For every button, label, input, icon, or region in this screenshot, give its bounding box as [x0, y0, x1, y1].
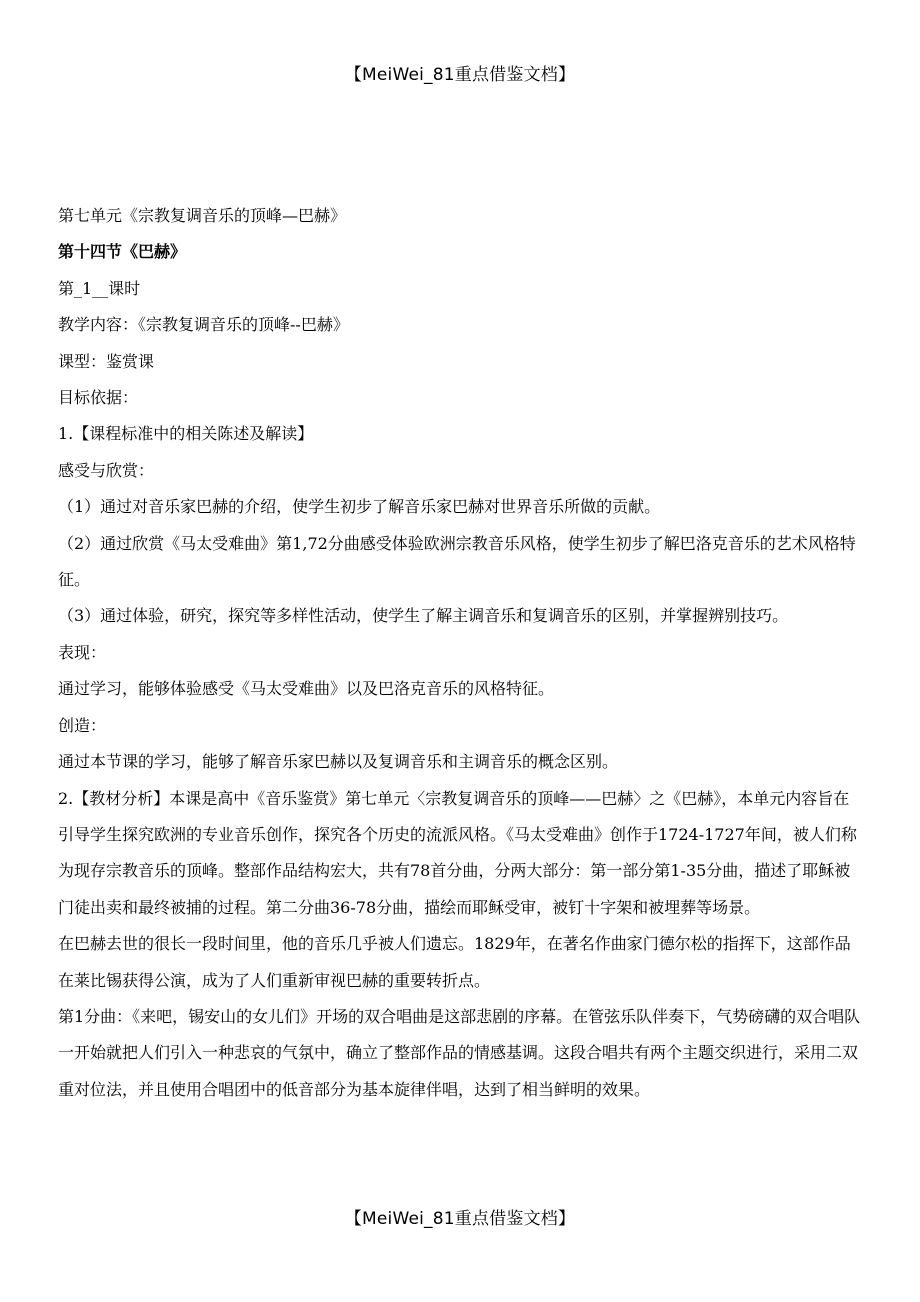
- feel-appreciate-label: 感受与欣赏：: [58, 460, 155, 480]
- footer-watermark: 【MeiWei_81重点借鉴文档】: [344, 1209, 576, 1229]
- section-title: 第十四节《巴赫》: [58, 242, 187, 262]
- piece-1-paragraph: 第1分曲：《来吧，锡安山的女儿们》开场的双合唱曲是这部悲剧的序幕。在管弦乐队伴奏下，气势磅礴的双合唱队一开始就把人们引入一种悲哀的气氛中，确立了整部作品的情感基调。这段合唱共有两个主题交织进行，采用二双重对位法，并且使用合唱团中的低音部分为基本旋律伴唱，达到了相当鲜明的效果。: [58, 1006, 861, 1099]
- performance-label: 表现：: [58, 642, 107, 662]
- unit-title: 第七单元《宗教复调音乐的顶峰—巴赫》: [58, 206, 347, 225]
- target-basis: 目标依据：: [58, 388, 139, 408]
- performance-text: 通过学习，能够体验感受《马太受难曲》以及巴洛克音乐的风格特征。: [58, 679, 555, 699]
- creation-text: 通过本节课的学习，能够了解音乐家巴赫以及复调音乐和主调音乐的概念区别。: [58, 752, 619, 772]
- history-paragraph: 在巴赫去世的很长一段时间里，他的音乐几乎被人们遗忘。1829年，在著名作曲家门德尔松的指挥下，这部作品在莱比锡获得公演，成为了人们重新审视巴赫的重要转折点。: [58, 934, 851, 990]
- creation-label: 创造：: [58, 715, 107, 735]
- document-body: [58, 198, 861, 1108]
- objective-item-3: （3）通过体验，研究，探究等多样性活动，使学生了解主调音乐和复调音乐的区别，并掌握辨别技巧。: [58, 606, 789, 626]
- lesson-type: 课型：鉴赏课: [58, 351, 155, 371]
- teaching-content: 教学内容：《宗教复调音乐的顶峰--巴赫》: [58, 315, 349, 335]
- lesson-period: 第_1__课时: [58, 278, 141, 298]
- header-watermark: 【MeiWei_81重点借鉴文档】: [344, 65, 576, 85]
- objective-item-2: （2）通过欣赏《马太受难曲》第1,72分曲感受体验欧洲宗教音乐风格，使学生初步了解巴洛克音乐的艺术风格特征。: [58, 533, 856, 590]
- standards-heading: 1.【课程标准中的相关陈述及解读】: [58, 424, 314, 444]
- objective-item-1: （1）通过对音乐家巴赫的介绍，使学生初步了解音乐家巴赫对世界音乐所做的贡献。: [58, 497, 661, 517]
- textbook-analysis: 2.【教材分析】本课是高中《音乐鉴赏》第七单元〈宗教复调音乐的顶峰——巴赫〉之《巴赫》，本单元内容旨在引导学生探究欧洲的专业音乐创作，探究各个历史的流派风格。《马太受难曲》创作于1724-1727年间，被人们称为现存宗教音乐的顶峰。整部作品结构宏大，共有78首分曲，分两大部分：第一部分第1-35分曲，描述了耶稣被门徒出卖和最终被捕的过程。第二分曲36-78分曲，描绘而耶稣受审，被钉十字架和被埋葬等场景。: [58, 788, 857, 917]
